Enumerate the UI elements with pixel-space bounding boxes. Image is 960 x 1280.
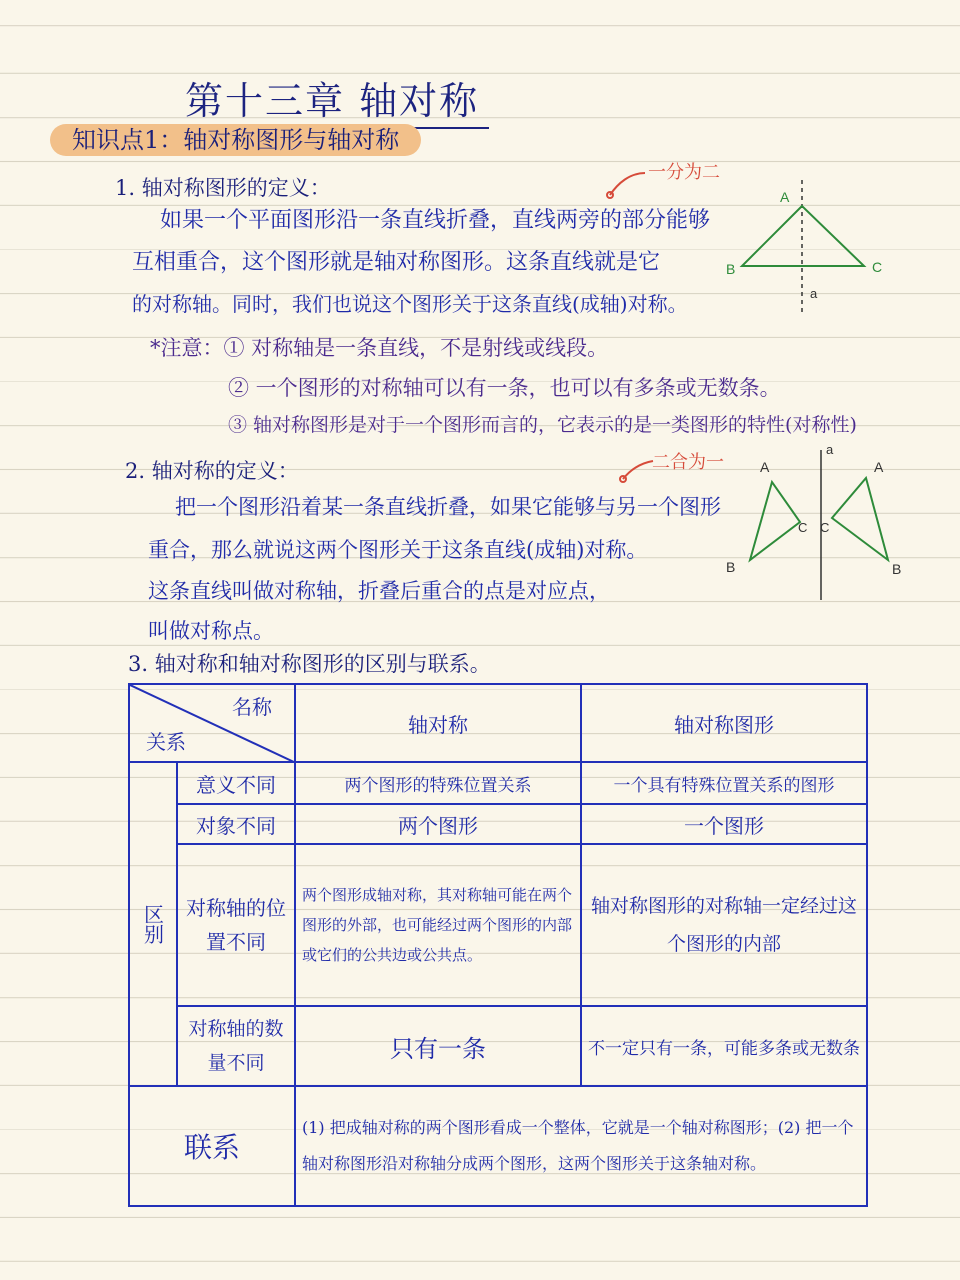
comparison-table <box>128 683 868 1207</box>
annotation-combine: 二合为一 <box>652 452 724 473</box>
row-group-difference: 区别 <box>129 762 177 1086</box>
cell-object-c1: 两个图形 <box>295 804 581 844</box>
knowledge-point-banner: 知识点1：轴对称图形与轴对称 <box>50 124 421 156</box>
fig2-label-A-left: A <box>760 459 770 475</box>
row-label-object: 对象不同 <box>177 804 295 844</box>
fig2-label-C-right: C <box>820 520 830 535</box>
cell-axis-position-c1: 两个图形成轴对称，其对称轴可能在两个图形的外部，也可能经过两个图形的内部或它们的公共边或公共点。 <box>295 844 581 1006</box>
cell-axis-count-c2: 不一定只有一条，可能多条或无数条 <box>581 1006 867 1086</box>
section2-line-4: 叫做对称点。 <box>148 619 274 643</box>
note-2: ② 一个图形的对称轴可以有一条，也可以有多条或无数条。 <box>228 376 781 400</box>
col-header-axial-symmetry: 轴对称 <box>295 684 581 762</box>
cell-meaning-c1: 两个图形的特殊位置关系 <box>295 762 581 804</box>
fig2-label-a: a <box>826 442 834 457</box>
fig1-label-B: B <box>726 261 736 277</box>
section1-line-2: 互相重合，这个图形就是轴对称图形。这条直线就是它 <box>132 250 661 275</box>
section1-line-1: 如果一个平面图形沿一条直线折叠，直线两旁的部分能够 <box>160 208 711 233</box>
row-label-axis-position: 对称轴的位置不同 <box>177 844 295 1006</box>
annotation-arrow-1 <box>600 165 660 200</box>
fig2-label-A-right: A <box>874 459 884 475</box>
header-relation: 关系 <box>146 730 186 754</box>
diagonal-header-cell <box>129 684 295 762</box>
annotation-split: 一分为二 <box>648 162 720 183</box>
cell-meaning-c2: 一个具有特殊位置关系的图形 <box>581 762 867 804</box>
row-label-meaning: 意义不同 <box>177 762 295 804</box>
page-title: 第十三章 轴对称 <box>185 70 479 125</box>
section2-line-2: 重合，那么就说这两个图形关于这条直线(成轴)对称。 <box>148 538 648 562</box>
mirror-triangles-figure <box>720 440 920 605</box>
fig2-label-C-left: C <box>798 520 808 535</box>
section1-heading: 1. 轴对称图形的定义： <box>115 176 331 200</box>
section2-heading: 2. 轴对称的定义： <box>125 459 299 483</box>
fig1-label-a: a <box>810 286 818 301</box>
triangle-figure <box>720 178 900 318</box>
fig1-label-C: C <box>872 259 883 275</box>
note-3: ③ 轴对称图形是对于一个图形而言的，它表示的是一类图形的特性(对称性) <box>228 414 857 436</box>
section3-heading: 3. 轴对称和轴对称图形的区别与联系。 <box>128 652 491 676</box>
note-1: *注意：① 对称轴是一条直线，不是射线或线段。 <box>150 336 609 360</box>
fig1-label-A: A <box>780 189 790 205</box>
header-name: 名称 <box>232 695 272 719</box>
annotation-arrow-2 <box>615 455 665 485</box>
section2-line-3: 这条直线叫做对称轴，折叠后重合的点是对应点， <box>148 579 610 603</box>
cell-connection: (1) 把成轴对称的两个图形看成一个整体，它就是一个轴对称图形；(2) 把一个轴对称图形沿对称轴分成两个图形，这两个图形关于这条轴对称。 <box>295 1086 867 1206</box>
section1-line-3: 的对称轴。同时，我们也说这个图形关于这条直线(成轴)对称。 <box>132 292 688 316</box>
col-header-symmetric-figure: 轴对称图形 <box>581 684 867 762</box>
row-label-connection: 联系 <box>129 1086 295 1206</box>
fig2-label-B-right: B <box>892 561 902 577</box>
cell-axis-count-c1: 只有一条 <box>295 1006 581 1086</box>
fig2-label-B-left: B <box>726 559 736 575</box>
cell-axis-position-c2: 轴对称图形的对称轴一定经过这个图形的内部 <box>581 844 867 1006</box>
section2-line-1: 把一个图形沿着某一条直线折叠，如果它能够与另一个图形 <box>175 495 721 519</box>
row-label-axis-count: 对称轴的数量不同 <box>177 1006 295 1086</box>
cell-object-c2: 一个图形 <box>581 804 867 844</box>
